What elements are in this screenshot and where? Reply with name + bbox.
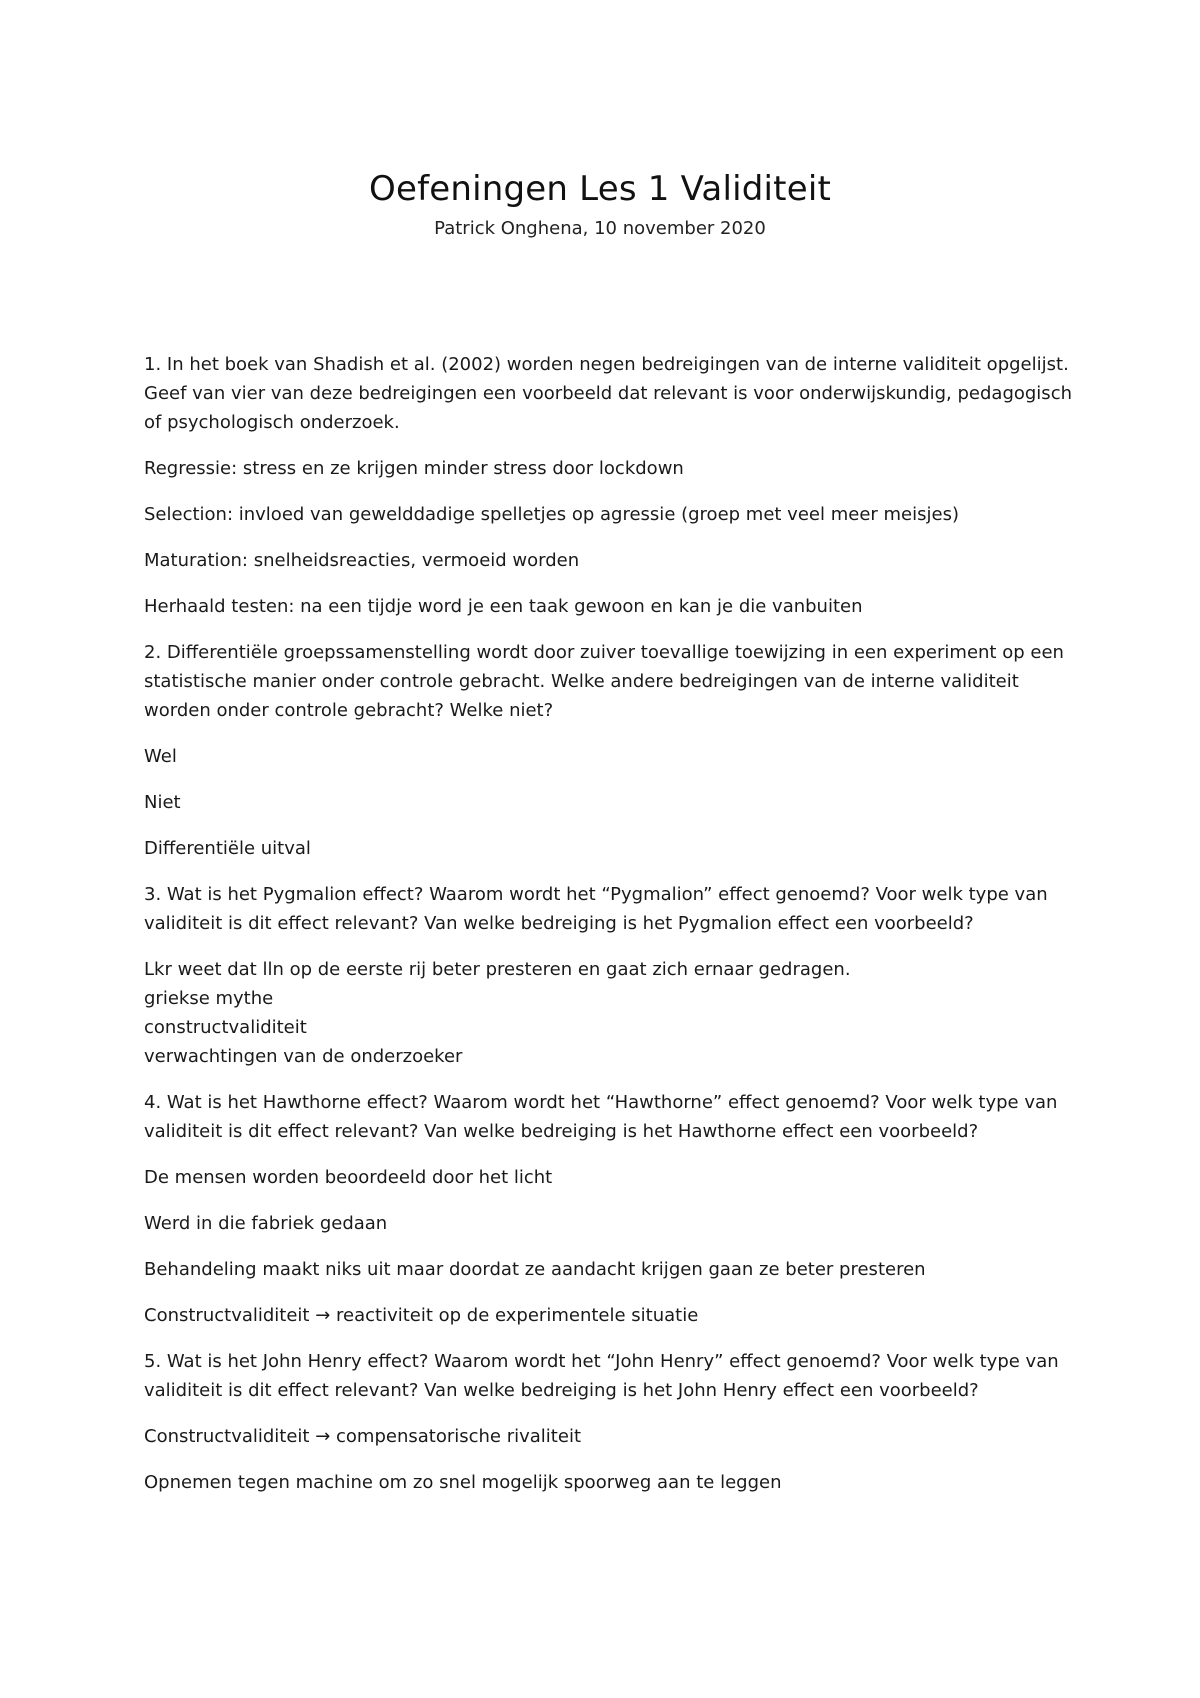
answer-5-constructvaliditeit: Constructvaliditeit → compensatorische rivaliteit: [144, 1426, 582, 1447]
answer-3-line: constructvaliditeit: [144, 1017, 307, 1038]
answer-4-licht: De mensen worden beoordeeld door het licht: [144, 1167, 553, 1188]
answer-4-fabriek: Werd in die fabriek gedaan: [144, 1213, 388, 1234]
answer-1-selection: Selection: invloed van gewelddadige spelletjes op agressie (groep met veel meer meisjes): [144, 504, 959, 525]
answer-3-line: griekse mythe: [144, 988, 274, 1009]
answer-2-niet: Niet: [144, 792, 181, 813]
document-title: Oefeningen Les 1 Validiteit: [369, 168, 831, 209]
question-1: 1. In het boek van Shadish et al. (2002) worden negen bedreigingen van de interne validiteit opgelijst. Geef van vier van deze bedreigingen een voorbeeld dat relevant is voor onderwijskundig, pedagogisch of psychologisch onderzoek.: [144, 354, 1072, 433]
question-4: 4. Wat is het Hawthorne effect? Waarom wordt het “Hawthorne” effect genoemd? Voor welk type van validiteit is dit effect relevant? Van welke bedreiging is het Hawthorne effect een voorbeeld?: [144, 1092, 1058, 1142]
answer-3-block: [144, 955, 1084, 1071]
answer-2-wel: Wel: [144, 746, 177, 767]
answer-1-maturation: Maturation: snelheidsreacties, vermoeid worden: [144, 550, 580, 571]
answer-2-uitval: Differentiële uitval: [144, 838, 311, 859]
question-5: 5. Wat is het John Henry effect? Waarom wordt het “John Henry” effect genoemd? Voor welk type van validiteit is dit effect relevant? Van welke bedreiging is het John Henry effect een voorbeeld?: [144, 1351, 1059, 1401]
answer-1-herhaald-testen: Herhaald testen: na een tijdje word je een taak gewoon en kan je die vanbuiten: [144, 596, 863, 617]
answer-1-regressie: Regressie: stress en ze krijgen minder stress door lockdown: [144, 458, 684, 479]
document-body: [144, 350, 1084, 1514]
answer-4-constructvaliditeit: Constructvaliditeit → reactiviteit op de experimentele situatie: [144, 1305, 699, 1326]
answer-3-line: Lkr weet dat lln op de eerste rij beter presteren en gaat zich ernaar gedragen.: [144, 959, 851, 980]
question-2: 2. Differentiële groepssamenstelling wordt door zuiver toevallige toewijzing in een experiment op een statistische manier onder controle gebracht. Welke andere bedreigingen van de interne validiteit worden onder controle gebracht? Welke niet?: [144, 642, 1064, 721]
answer-5-machine: Opnemen tegen machine om zo snel mogelijk spoorweg aan te leggen: [144, 1472, 782, 1493]
answer-3-line: verwachtingen van de onderzoeker: [144, 1046, 463, 1067]
question-3: 3. Wat is het Pygmalion effect? Waarom wordt het “Pygmalion” effect genoemd? Voor welk type van validiteit is dit effect relevant? Van welke bedreiging is het Pygmalion effect een voorbeeld?: [144, 884, 1048, 934]
answer-4-behandeling: Behandeling maakt niks uit maar doordat ze aandacht krijgen gaan ze beter presteren: [144, 1259, 926, 1280]
document-subtitle: Patrick Onghena, 10 november 2020: [434, 218, 766, 239]
